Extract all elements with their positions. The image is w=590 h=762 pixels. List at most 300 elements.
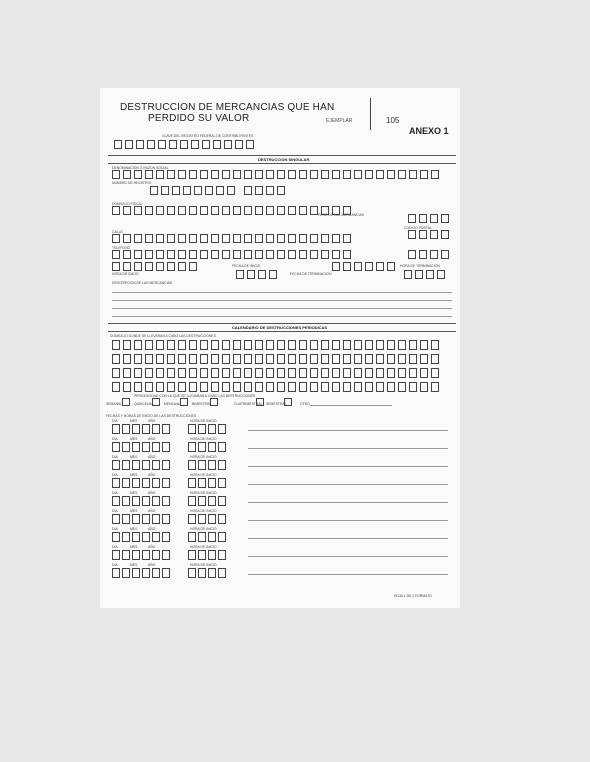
razon-social-char-box[interactable] xyxy=(211,170,219,179)
calle-char-box[interactable] xyxy=(178,234,186,243)
schedule-date-box[interactable] xyxy=(142,442,150,452)
domicilio-destruccion-char-box[interactable] xyxy=(200,382,208,392)
schedule-time-box[interactable] xyxy=(188,478,196,488)
domicilio-destruccion-char-box[interactable] xyxy=(365,354,373,364)
schedule-time-box[interactable] xyxy=(208,568,216,578)
razon-social-char-box[interactable] xyxy=(332,170,340,179)
numero-registro-char-box[interactable] xyxy=(227,186,235,195)
schedule-date-box[interactable] xyxy=(142,424,150,434)
schedule-date-box[interactable] xyxy=(122,568,130,578)
domicilio-destruccion-char-box[interactable] xyxy=(343,354,351,364)
razon-social-char-box[interactable] xyxy=(299,170,307,179)
domicilio-destruccion-char-box[interactable] xyxy=(277,382,285,392)
domicilio-destruccion-char-box[interactable] xyxy=(233,354,241,364)
domicilio-destruccion-char-box[interactable] xyxy=(244,354,252,364)
rfc-char-box[interactable] xyxy=(114,140,122,149)
domicilio-destruccion-char-box[interactable] xyxy=(398,340,406,350)
hora-terminacion-box[interactable] xyxy=(404,270,412,279)
domicilio-destruccion-char-box[interactable] xyxy=(167,382,175,392)
domicilio-destruccion-char-box[interactable] xyxy=(145,368,153,378)
domicilio-destruccion-char-box[interactable] xyxy=(167,368,175,378)
domicilio-destruccion-char-box[interactable] xyxy=(255,382,263,392)
schedule-date-box[interactable] xyxy=(152,568,160,578)
schedule-date-box[interactable] xyxy=(162,478,170,488)
semanal-checkbox[interactable] xyxy=(122,398,130,406)
razon-social-char-box[interactable] xyxy=(233,170,241,179)
schedule-date-box[interactable] xyxy=(112,496,120,506)
schedule-date-box[interactable] xyxy=(132,532,140,542)
domicilio-destruccion-char-box[interactable] xyxy=(167,354,175,364)
hora-terminacion-box[interactable] xyxy=(415,270,423,279)
codigo-postal-char-box[interactable] xyxy=(419,230,427,239)
domicilio-destruccion-char-box[interactable] xyxy=(387,382,395,392)
schedule-time-box[interactable] xyxy=(188,532,196,542)
razon-social-char-box[interactable] xyxy=(431,170,439,179)
numero-registro-char-box[interactable] xyxy=(205,186,213,195)
codigo-postal-char-box[interactable] xyxy=(430,230,438,239)
domicilio-destruccion-char-box[interactable] xyxy=(288,354,296,364)
domicilio-destruccion-char-box[interactable] xyxy=(145,382,153,392)
rfc-char-box[interactable] xyxy=(202,140,210,149)
rfc-char-box[interactable] xyxy=(125,140,133,149)
domicilio-destruccion-char-box[interactable] xyxy=(354,340,362,350)
schedule-time-box[interactable] xyxy=(188,442,196,452)
peso-char-box[interactable] xyxy=(419,214,427,223)
domicilio-destruccion-char-box[interactable] xyxy=(409,354,417,364)
schedule-time-box[interactable] xyxy=(198,532,206,542)
schedule-date-box[interactable] xyxy=(122,514,130,524)
telefono-char-box[interactable] xyxy=(200,250,208,259)
razon-social-char-box[interactable] xyxy=(112,170,120,179)
domicilio-destruccion-char-box[interactable] xyxy=(134,340,142,350)
telefono-char-box[interactable] xyxy=(244,250,252,259)
domicilio-destruccion-char-box[interactable] xyxy=(134,368,142,378)
razon-social-char-box[interactable] xyxy=(420,170,428,179)
domicilio-destruccion-char-box[interactable] xyxy=(398,382,406,392)
schedule-date-box[interactable] xyxy=(132,568,140,578)
domicilio-destruccion-char-box[interactable] xyxy=(156,382,164,392)
fecha-terminacion-box[interactable] xyxy=(332,262,340,271)
schedule-date-box[interactable] xyxy=(142,496,150,506)
schedule-date-box[interactable] xyxy=(142,550,150,560)
calle-char-box[interactable] xyxy=(310,234,318,243)
razon-social-char-box[interactable] xyxy=(222,170,230,179)
schedule-date-box[interactable] xyxy=(122,442,130,452)
domicilio-destruccion-char-box[interactable] xyxy=(134,382,142,392)
schedule-date-box[interactable] xyxy=(112,460,120,470)
telefono-extra-box[interactable] xyxy=(430,250,438,259)
fecha-inicio-box[interactable] xyxy=(167,262,175,271)
razon-social-char-box[interactable] xyxy=(277,170,285,179)
schedule-date-box[interactable] xyxy=(112,550,120,560)
fecha-inicio-box[interactable] xyxy=(123,262,131,271)
schedule-time-box[interactable] xyxy=(188,496,196,506)
razon-social-char-box[interactable] xyxy=(178,170,186,179)
domicilio-destruccion-char-box[interactable] xyxy=(112,354,120,364)
razon-social-char-box[interactable] xyxy=(354,170,362,179)
telefono-char-box[interactable] xyxy=(310,250,318,259)
domicilio-destruccion-char-box[interactable] xyxy=(233,340,241,350)
schedule-time-box[interactable] xyxy=(218,568,226,578)
rfc-char-box[interactable] xyxy=(180,140,188,149)
domicilio-destruccion-char-box[interactable] xyxy=(233,368,241,378)
domicilio-destruccion-char-box[interactable] xyxy=(354,368,362,378)
domicilio-destruccion-char-box[interactable] xyxy=(156,354,164,364)
domicilio-destruccion-char-box[interactable] xyxy=(255,368,263,378)
domicilio-destruccion-char-box[interactable] xyxy=(277,340,285,350)
domicilio-destruccion-char-box[interactable] xyxy=(299,340,307,350)
schedule-date-box[interactable] xyxy=(152,496,160,506)
domicilio-destruccion-char-box[interactable] xyxy=(222,368,230,378)
domicilio-destruccion-char-box[interactable] xyxy=(123,354,131,364)
telefono-char-box[interactable] xyxy=(189,250,197,259)
telefono-char-box[interactable] xyxy=(134,250,142,259)
schedule-time-box[interactable] xyxy=(198,442,206,452)
domicilio-char-box[interactable] xyxy=(255,206,263,215)
schedule-date-box[interactable] xyxy=(122,424,130,434)
domicilio-destruccion-char-box[interactable] xyxy=(288,382,296,392)
domicilio-destruccion-char-box[interactable] xyxy=(288,368,296,378)
description-line-2[interactable] xyxy=(112,300,452,301)
razon-social-char-box[interactable] xyxy=(288,170,296,179)
domicilio-destruccion-char-box[interactable] xyxy=(365,340,373,350)
fecha-inicio-box[interactable] xyxy=(134,262,142,271)
domicilio-destruccion-char-box[interactable] xyxy=(112,340,120,350)
domicilio-destruccion-char-box[interactable] xyxy=(200,340,208,350)
cuatrimestral-checkbox[interactable] xyxy=(256,398,264,406)
domicilio-destruccion-char-box[interactable] xyxy=(387,340,395,350)
schedule-date-box[interactable] xyxy=(142,514,150,524)
razon-social-char-box[interactable] xyxy=(266,170,274,179)
calle-char-box[interactable] xyxy=(134,234,142,243)
calle-char-box[interactable] xyxy=(299,234,307,243)
schedule-time-box[interactable] xyxy=(188,424,196,434)
schedule-date-box[interactable] xyxy=(122,496,130,506)
schedule-date-box[interactable] xyxy=(152,478,160,488)
domicilio-char-box[interactable] xyxy=(288,206,296,215)
domicilio-destruccion-char-box[interactable] xyxy=(420,340,428,350)
domicilio-destruccion-char-box[interactable] xyxy=(233,382,241,392)
schedule-time-box[interactable] xyxy=(218,496,226,506)
numero-registro-extra-box[interactable] xyxy=(255,186,263,195)
telefono-char-box[interactable] xyxy=(343,250,351,259)
domicilio-destruccion-char-box[interactable] xyxy=(189,354,197,364)
telefono-char-box[interactable] xyxy=(123,250,131,259)
numero-registro-char-box[interactable] xyxy=(194,186,202,195)
schedule-note-line[interactable] xyxy=(248,556,448,557)
codigo-postal-char-box[interactable] xyxy=(408,230,416,239)
hora-inicio-box[interactable] xyxy=(236,270,244,279)
fecha-terminacion-box[interactable] xyxy=(376,262,384,271)
telefono-char-box[interactable] xyxy=(288,250,296,259)
schedule-date-box[interactable] xyxy=(162,424,170,434)
domicilio-destruccion-char-box[interactable] xyxy=(321,354,329,364)
schedule-date-box[interactable] xyxy=(152,460,160,470)
schedule-time-box[interactable] xyxy=(218,478,226,488)
domicilio-destruccion-char-box[interactable] xyxy=(387,368,395,378)
domicilio-destruccion-char-box[interactable] xyxy=(299,382,307,392)
domicilio-destruccion-char-box[interactable] xyxy=(409,382,417,392)
schedule-date-box[interactable] xyxy=(132,478,140,488)
mensual-checkbox[interactable] xyxy=(180,398,188,406)
rfc-char-box[interactable] xyxy=(246,140,254,149)
domicilio-destruccion-char-box[interactable] xyxy=(266,354,274,364)
domicilio-destruccion-char-box[interactable] xyxy=(266,340,274,350)
domicilio-destruccion-char-box[interactable] xyxy=(354,382,362,392)
otro-line[interactable] xyxy=(310,405,392,406)
razon-social-char-box[interactable] xyxy=(321,170,329,179)
domicilio-char-box[interactable] xyxy=(211,206,219,215)
calle-char-box[interactable] xyxy=(288,234,296,243)
domicilio-destruccion-char-box[interactable] xyxy=(156,340,164,350)
peso-char-box[interactable] xyxy=(441,214,449,223)
domicilio-destruccion-char-box[interactable] xyxy=(420,354,428,364)
schedule-time-box[interactable] xyxy=(188,568,196,578)
domicilio-char-box[interactable] xyxy=(145,206,153,215)
domicilio-destruccion-char-box[interactable] xyxy=(365,382,373,392)
schedule-date-box[interactable] xyxy=(142,568,150,578)
domicilio-destruccion-char-box[interactable] xyxy=(409,340,417,350)
schedule-date-box[interactable] xyxy=(122,478,130,488)
domicilio-destruccion-char-box[interactable] xyxy=(310,354,318,364)
domicilio-destruccion-char-box[interactable] xyxy=(310,382,318,392)
schedule-time-box[interactable] xyxy=(208,550,216,560)
numero-registro-extra-box[interactable] xyxy=(277,186,285,195)
domicilio-char-box[interactable] xyxy=(332,206,340,215)
domicilio-destruccion-char-box[interactable] xyxy=(178,340,186,350)
domicilio-char-box[interactable] xyxy=(112,206,120,215)
domicilio-destruccion-char-box[interactable] xyxy=(178,382,186,392)
schedule-date-box[interactable] xyxy=(152,514,160,524)
razon-social-char-box[interactable] xyxy=(156,170,164,179)
numero-registro-extra-box[interactable] xyxy=(266,186,274,195)
numero-registro-char-box[interactable] xyxy=(183,186,191,195)
schedule-date-box[interactable] xyxy=(142,478,150,488)
domicilio-char-box[interactable] xyxy=(189,206,197,215)
schedule-time-box[interactable] xyxy=(218,550,226,560)
domicilio-destruccion-char-box[interactable] xyxy=(156,368,164,378)
numero-registro-char-box[interactable] xyxy=(216,186,224,195)
schedule-time-box[interactable] xyxy=(188,514,196,524)
hora-inicio-box[interactable] xyxy=(247,270,255,279)
schedule-date-box[interactable] xyxy=(132,496,140,506)
domicilio-destruccion-char-box[interactable] xyxy=(145,354,153,364)
bimestral-checkbox[interactable] xyxy=(210,398,218,406)
schedule-date-box[interactable] xyxy=(162,514,170,524)
calle-char-box[interactable] xyxy=(266,234,274,243)
telefono-char-box[interactable] xyxy=(167,250,175,259)
calle-char-box[interactable] xyxy=(233,234,241,243)
domicilio-destruccion-char-box[interactable] xyxy=(332,354,340,364)
telefono-extra-box[interactable] xyxy=(441,250,449,259)
razon-social-char-box[interactable] xyxy=(244,170,252,179)
domicilio-destruccion-char-box[interactable] xyxy=(277,368,285,378)
domicilio-destruccion-char-box[interactable] xyxy=(211,382,219,392)
razon-social-char-box[interactable] xyxy=(145,170,153,179)
fecha-inicio-box[interactable] xyxy=(145,262,153,271)
schedule-date-box[interactable] xyxy=(122,460,130,470)
schedule-date-box[interactable] xyxy=(162,550,170,560)
telefono-char-box[interactable] xyxy=(299,250,307,259)
fecha-inicio-box[interactable] xyxy=(112,262,120,271)
domicilio-destruccion-char-box[interactable] xyxy=(376,340,384,350)
domicilio-destruccion-char-box[interactable] xyxy=(376,354,384,364)
domicilio-char-box[interactable] xyxy=(178,206,186,215)
domicilio-destruccion-char-box[interactable] xyxy=(178,368,186,378)
rfc-char-box[interactable] xyxy=(235,140,243,149)
schedule-date-box[interactable] xyxy=(132,424,140,434)
telefono-char-box[interactable] xyxy=(321,250,329,259)
domicilio-destruccion-char-box[interactable] xyxy=(332,368,340,378)
description-line-1[interactable] xyxy=(112,292,452,293)
rfc-char-box[interactable] xyxy=(169,140,177,149)
domicilio-char-box[interactable] xyxy=(156,206,164,215)
domicilio-destruccion-char-box[interactable] xyxy=(387,354,395,364)
domicilio-destruccion-char-box[interactable] xyxy=(431,340,439,350)
domicilio-destruccion-char-box[interactable] xyxy=(321,340,329,350)
schedule-date-box[interactable] xyxy=(162,568,170,578)
schedule-time-box[interactable] xyxy=(188,460,196,470)
schedule-date-box[interactable] xyxy=(162,496,170,506)
schedule-time-box[interactable] xyxy=(218,442,226,452)
schedule-date-box[interactable] xyxy=(112,478,120,488)
hora-inicio-box[interactable] xyxy=(258,270,266,279)
schedule-time-box[interactable] xyxy=(198,424,206,434)
schedule-time-box[interactable] xyxy=(198,478,206,488)
calle-char-box[interactable] xyxy=(244,234,252,243)
schedule-time-box[interactable] xyxy=(208,478,216,488)
domicilio-destruccion-char-box[interactable] xyxy=(332,382,340,392)
schedule-time-box[interactable] xyxy=(198,496,206,506)
codigo-postal-char-box[interactable] xyxy=(441,230,449,239)
schedule-time-box[interactable] xyxy=(208,514,216,524)
schedule-time-box[interactable] xyxy=(218,424,226,434)
razon-social-char-box[interactable] xyxy=(134,170,142,179)
domicilio-destruccion-char-box[interactable] xyxy=(222,354,230,364)
domicilio-destruccion-char-box[interactable] xyxy=(310,340,318,350)
hora-terminacion-box[interactable] xyxy=(426,270,434,279)
schedule-time-box[interactable] xyxy=(218,532,226,542)
domicilio-destruccion-char-box[interactable] xyxy=(123,340,131,350)
schedule-date-box[interactable] xyxy=(162,442,170,452)
schedule-time-box[interactable] xyxy=(198,550,206,560)
description-line-4[interactable] xyxy=(112,316,452,317)
domicilio-destruccion-char-box[interactable] xyxy=(288,340,296,350)
schedule-note-line[interactable] xyxy=(248,448,448,449)
domicilio-destruccion-char-box[interactable] xyxy=(431,354,439,364)
schedule-note-line[interactable] xyxy=(248,574,448,575)
schedule-date-box[interactable] xyxy=(162,532,170,542)
domicilio-destruccion-char-box[interactable] xyxy=(310,368,318,378)
calle-char-box[interactable] xyxy=(211,234,219,243)
domicilio-char-box[interactable] xyxy=(167,206,175,215)
peso-char-box[interactable] xyxy=(430,214,438,223)
domicilio-destruccion-char-box[interactable] xyxy=(123,382,131,392)
calle-char-box[interactable] xyxy=(156,234,164,243)
schedule-note-line[interactable] xyxy=(248,466,448,467)
domicilio-destruccion-char-box[interactable] xyxy=(189,382,197,392)
domicilio-destruccion-char-box[interactable] xyxy=(255,340,263,350)
calle-char-box[interactable] xyxy=(332,234,340,243)
telefono-char-box[interactable] xyxy=(332,250,340,259)
peso-char-box[interactable] xyxy=(408,214,416,223)
calle-char-box[interactable] xyxy=(112,234,120,243)
schedule-note-line[interactable] xyxy=(248,502,448,503)
telefono-char-box[interactable] xyxy=(277,250,285,259)
domicilio-destruccion-char-box[interactable] xyxy=(211,354,219,364)
domicilio-destruccion-char-box[interactable] xyxy=(431,382,439,392)
calle-char-box[interactable] xyxy=(123,234,131,243)
schedule-time-box[interactable] xyxy=(208,424,216,434)
schedule-date-box[interactable] xyxy=(142,532,150,542)
domicilio-destruccion-char-box[interactable] xyxy=(343,368,351,378)
calle-char-box[interactable] xyxy=(277,234,285,243)
domicilio-char-box[interactable] xyxy=(222,206,230,215)
domicilio-destruccion-char-box[interactable] xyxy=(431,368,439,378)
razon-social-char-box[interactable] xyxy=(398,170,406,179)
schedule-date-box[interactable] xyxy=(122,550,130,560)
domicilio-destruccion-char-box[interactable] xyxy=(321,368,329,378)
rfc-char-box[interactable] xyxy=(213,140,221,149)
schedule-date-box[interactable] xyxy=(122,532,130,542)
domicilio-destruccion-char-box[interactable] xyxy=(222,340,230,350)
schedule-date-box[interactable] xyxy=(162,460,170,470)
telefono-extra-box[interactable] xyxy=(419,250,427,259)
schedule-note-line[interactable] xyxy=(248,538,448,539)
quincenal-checkbox[interactable] xyxy=(152,398,160,406)
domicilio-destruccion-char-box[interactable] xyxy=(277,354,285,364)
fecha-terminacion-box[interactable] xyxy=(387,262,395,271)
schedule-time-box[interactable] xyxy=(208,442,216,452)
razon-social-char-box[interactable] xyxy=(189,170,197,179)
schedule-time-box[interactable] xyxy=(198,568,206,578)
schedule-note-line[interactable] xyxy=(248,520,448,521)
schedule-time-box[interactable] xyxy=(208,496,216,506)
calle-char-box[interactable] xyxy=(189,234,197,243)
domicilio-destruccion-char-box[interactable] xyxy=(343,382,351,392)
domicilio-destruccion-char-box[interactable] xyxy=(332,340,340,350)
schedule-note-line[interactable] xyxy=(248,484,448,485)
domicilio-char-box[interactable] xyxy=(343,206,351,215)
schedule-date-box[interactable] xyxy=(132,550,140,560)
telefono-char-box[interactable] xyxy=(112,250,120,259)
numero-registro-char-box[interactable] xyxy=(161,186,169,195)
domicilio-destruccion-char-box[interactable] xyxy=(266,382,274,392)
razon-social-char-box[interactable] xyxy=(200,170,208,179)
domicilio-destruccion-char-box[interactable] xyxy=(244,382,252,392)
domicilio-char-box[interactable] xyxy=(310,206,318,215)
telefono-char-box[interactable] xyxy=(156,250,164,259)
domicilio-destruccion-char-box[interactable] xyxy=(343,340,351,350)
razon-social-char-box[interactable] xyxy=(409,170,417,179)
numero-registro-extra-box[interactable] xyxy=(244,186,252,195)
telefono-char-box[interactable] xyxy=(145,250,153,259)
telefono-char-box[interactable] xyxy=(255,250,263,259)
rfc-char-box[interactable] xyxy=(136,140,144,149)
domicilio-destruccion-char-box[interactable] xyxy=(398,368,406,378)
schedule-date-box[interactable] xyxy=(132,514,140,524)
domicilio-destruccion-char-box[interactable] xyxy=(420,382,428,392)
semestral-checkbox[interactable] xyxy=(284,398,292,406)
domicilio-destruccion-char-box[interactable] xyxy=(244,340,252,350)
telefono-char-box[interactable] xyxy=(266,250,274,259)
razon-social-char-box[interactable] xyxy=(167,170,175,179)
rfc-char-box[interactable] xyxy=(224,140,232,149)
domicilio-destruccion-char-box[interactable] xyxy=(299,368,307,378)
schedule-time-box[interactable] xyxy=(198,460,206,470)
schedule-date-box[interactable] xyxy=(152,442,160,452)
domicilio-destruccion-char-box[interactable] xyxy=(409,368,417,378)
